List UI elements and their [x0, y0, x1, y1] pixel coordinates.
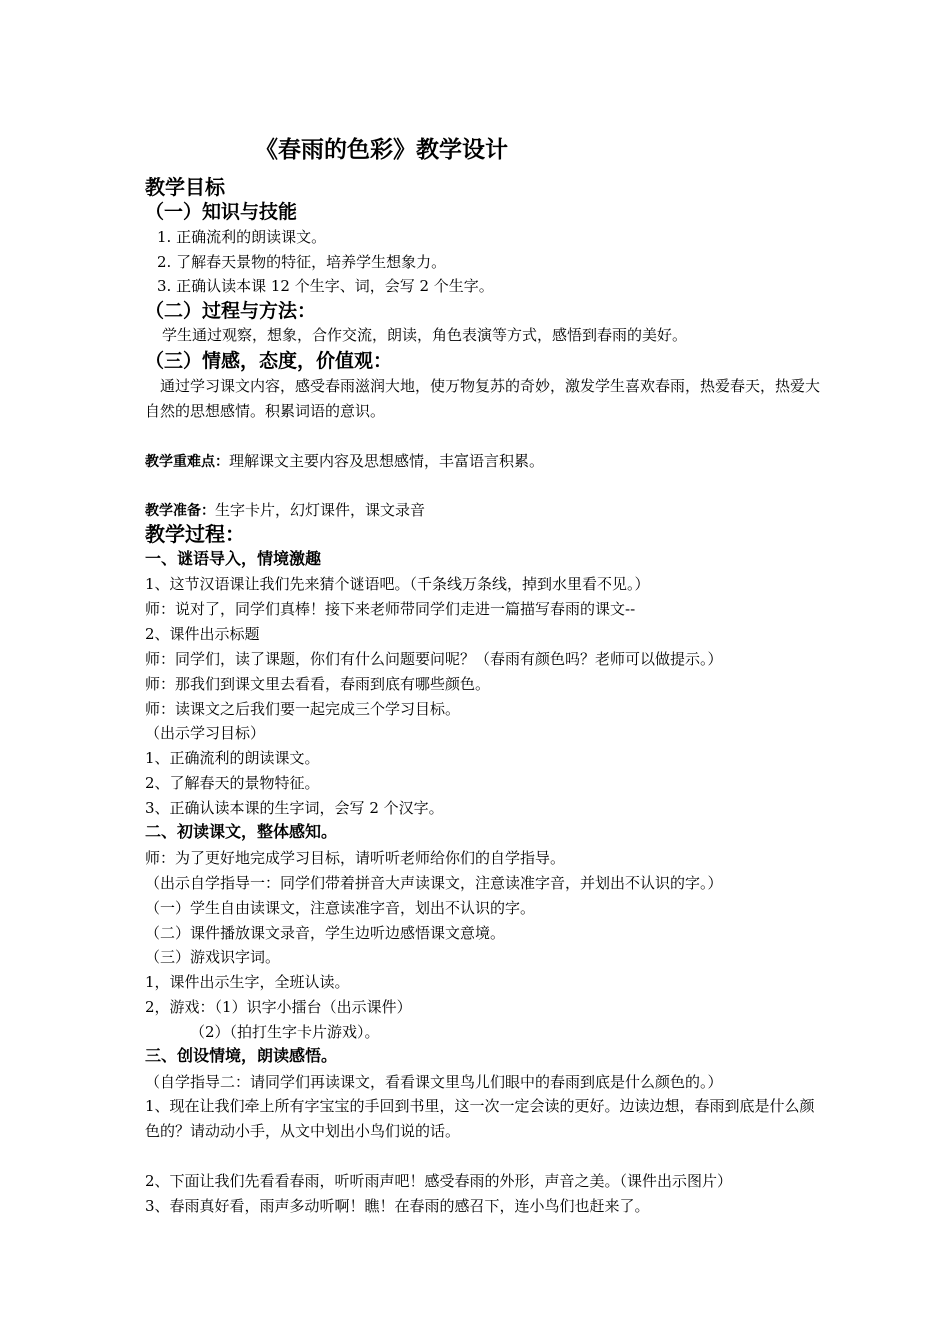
section2-line: 2，游戏：（1）识字小擂台（出示课件）: [145, 998, 412, 1016]
prep-text: 生字卡片，幻灯课件，课文录音: [215, 501, 426, 519]
document-title: 《春雨的色彩》教学设计: [255, 136, 508, 163]
section1-line: 师：同学们，读了课题，你们有什么问题要问呢？（春雨有颜色吗？老师可以做提示。）: [145, 650, 723, 668]
keypoints-line: [145, 451, 544, 472]
section2-line: （三）游戏识字词。: [145, 948, 281, 966]
knowledge-heading: （一）知识与技能: [145, 201, 298, 223]
knowledge-item: 2. 了解春天景物的特征，培养学生想象力。: [157, 253, 447, 271]
process-heading: （二）过程与方法：: [145, 300, 317, 322]
section1-line: （出示学习目标）: [145, 724, 266, 742]
section3-line: 2、下面让我们先看看春雨，听听雨声吧！感受春雨的外形，声音之美。（课件出示图片）: [145, 1172, 733, 1190]
objectives-heading: 教学目标: [145, 175, 225, 199]
section2-line: （一）学生自由读课文，注意读准字音，划出不认识的字。: [145, 899, 536, 917]
prep-label: 教学准备：: [145, 503, 215, 519]
section3-paragraph: 1、现在让我们牵上所有字宝宝的手回到书里，这一次一定会读的更好。边读边想，春雨到底是什么颜色的？请动动小手，从文中划出小鸟们说的话。: [145, 1097, 815, 1140]
procedure-heading: 教学过程：: [145, 522, 245, 546]
section2-line: 1，课件出示生字，全班认读。: [145, 973, 350, 991]
emotion-text: 通过学习课文内容，感受春雨滋润大地，使万物复苏的奇妙，激发学生喜欢春雨，热爱春天，热爱大自然的思想感情。积累词语的意识。: [145, 377, 821, 420]
process-text: 学生通过观察，想象，合作交流，朗读，角色表演等方式，感悟到春雨的美好。: [162, 326, 688, 344]
section3-heading: 三、创设情境，朗读感悟。: [145, 1046, 338, 1065]
prep-line: [145, 500, 425, 521]
section3-line: （自学指导二：请同学们再读课文，看看课文里鸟儿们眼中的春雨到底是什么颜色的。）: [145, 1073, 723, 1091]
section1-line: 1、这节汉语课让我们先来猜个谜语吧。（千条线万条线，掉到水里看不见。）: [145, 575, 650, 593]
section2-line: （2）（拍打生字卡片游戏）。: [190, 1023, 380, 1041]
section1-line: 1、正确流利的朗读课文。: [145, 749, 320, 767]
keypoints-label: 教学重难点：: [145, 454, 229, 470]
knowledge-item: 1. 正确流利的朗读课文。: [157, 228, 327, 246]
section1-line: 师：那我们到课文里去看看，春雨到底有哪些颜色。: [145, 675, 491, 693]
knowledge-item: 3. 正确认读本课 12 个生字、词，会写 2 个生字。: [157, 277, 494, 295]
section1-line: 2、了解春天的景物特征。: [145, 774, 320, 792]
keypoints-text: 理解课文主要内容及思想感情，丰富语言积累。: [229, 452, 545, 470]
section2-line: （出示自学指导一：同学们带着拼音大声读课文，注意读准字音，并划出不认识的字。）: [145, 874, 723, 892]
section2-line: 师：为了更好地完成学习目标，请听听老师给你们的自学指导。: [145, 849, 566, 867]
section2-line: （二）课件播放课文录音，学生边听边感悟课文意境。: [145, 924, 506, 942]
section2-heading: 二、初读课文，整体感知。: [145, 822, 338, 841]
section1-line: 师：说对了，同学们真棒！接下来老师带同学们走进一篇描写春雨的课文--: [145, 600, 636, 618]
section1-line: 2、课件出示标题: [145, 625, 260, 643]
section1-line: 师：读课文之后我们要一起完成三个学习目标。: [145, 700, 461, 718]
section3-line: 3、春雨真好看，雨声多动听啊！瞧！在春雨的感召下，连小鸟们也赶来了。: [145, 1197, 650, 1215]
emotion-heading: （三）情感，态度，价值观：: [145, 350, 393, 372]
section1-line: 3、正确认读本课的生字词，会写 2 个汉字。: [145, 799, 444, 817]
section1-heading: 一、谜语导入，情境激趣: [145, 549, 322, 568]
